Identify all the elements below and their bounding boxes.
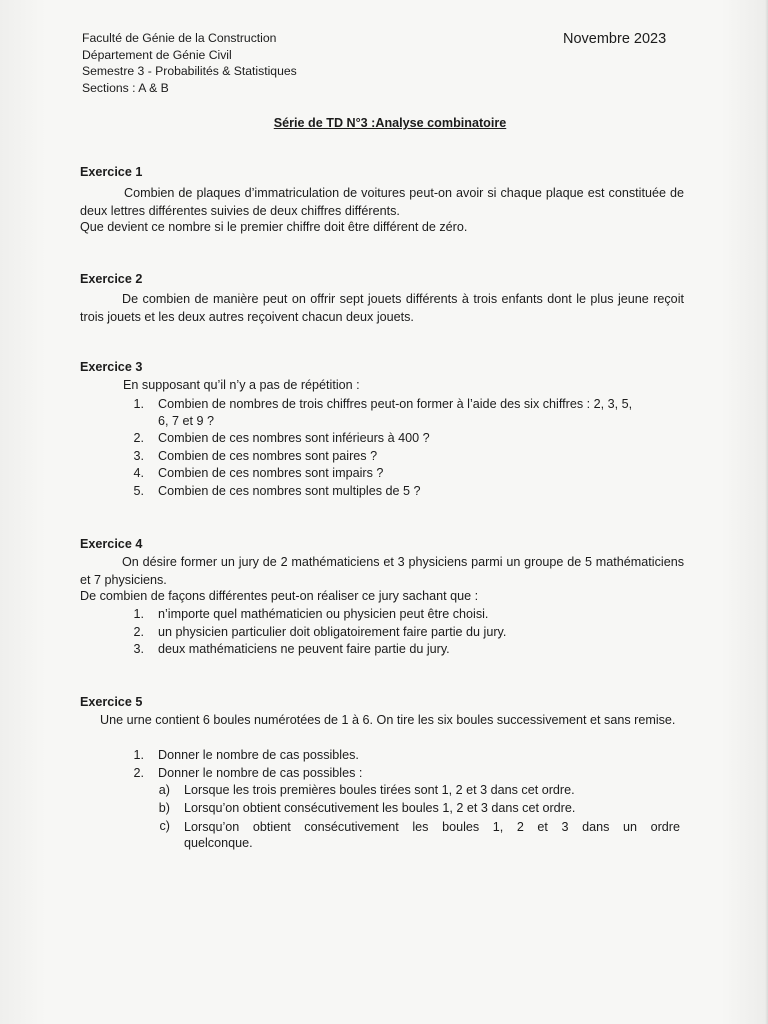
list-number: 3. (133, 642, 144, 656)
exercise-4-title: Exercice 4 (80, 537, 143, 551)
list-number: 2. (133, 766, 144, 780)
exercise-5-statement: Une urne contient 6 boules numérotées de 1 à 6. On tire les six boules successivement et sans remise. (100, 713, 676, 727)
list-item: Combien de ces nombres sont impairs ? (158, 466, 384, 480)
department-name: Département de Génie Civil (82, 47, 232, 62)
sublist-letter: c) (159, 819, 170, 833)
list-item: Combien de ces nombres sont inférieurs à 400 ? (158, 431, 430, 445)
list-item-continuation: 6, 7 et 9 ? (158, 414, 215, 428)
list-number: 1. (133, 748, 144, 762)
exercise-2-title: Exercice 2 (80, 272, 143, 286)
faculty-name: Faculté de Génie de la Construction (82, 31, 277, 45)
list-number: 3. (133, 449, 144, 463)
list-number: 5. (133, 484, 144, 498)
exercise-4-statement: On désire former un jury de 2 mathématiciens et 3 physiciens parmi un groupe de 5 mathématiciens et 7 physiciens. (80, 555, 684, 587)
sublist-letter: b) (158, 801, 170, 815)
list-number: 1. (133, 397, 144, 411)
list-number: 4. (133, 466, 144, 480)
list-number: 2. (133, 625, 144, 639)
sections: Sections : A & B (82, 80, 169, 95)
sublist-item: Lorsqu’on obtient consécutivement les boules 1, 2 et 3 dans cet ordre. (184, 801, 576, 815)
sublist-item: Lorsqu’on obtient consécutivement les boules 1, 2 et 3 dans un ordre (184, 820, 680, 834)
document-title: Série de TD N°3 :Analyse combinatoire (273, 116, 507, 130)
list-item: Donner le nombre de cas possibles : (158, 766, 363, 780)
list-item: Combien de nombres de trois chiffres peut-on former à l’aide des six chiffres : 2, 3, 5, (158, 397, 633, 411)
sublist-item: Lorsque les trois premières boules tirées sont 1, 2 et 3 dans cet ordre. (184, 783, 575, 797)
exercise-3-intro: En supposant qu’il n’y a pas de répétition : (123, 378, 360, 392)
list-item: n’importe quel mathématicien ou physicien peut être choisi. (158, 607, 489, 621)
exercise-1-statement: Combien de plaques d’immatriculation de voitures peut-on avoir si chaque plaque est constituée de deux lettres différentes suivies de deux chiffres différents. (80, 186, 684, 218)
list-number: 1. (133, 607, 144, 621)
exercise-4-question: De combien de façons différentes peut-on réaliser ce jury sachant que : (80, 589, 479, 603)
list-item: deux mathématiciens ne peuvent faire partie du jury. (158, 642, 450, 656)
exercise-1-title: Exercice 1 (80, 165, 143, 179)
sublist-item-continuation: quelconque. (184, 836, 253, 850)
sublist-letter: a) (158, 783, 170, 797)
list-number: 2. (133, 431, 144, 445)
exercise-2-statement: De combien de manière peut on offrir sept jouets différents à trois enfants dont le plus jeune reçoit trois jouets et les deux autres reçoivent chacun deux jouets. (80, 292, 684, 324)
exercise-3-title: Exercice 3 (80, 360, 143, 374)
document-date: Novembre 2023 (563, 31, 667, 47)
exercise-5-title: Exercice 5 (80, 695, 143, 709)
list-item: Combien de ces nombres sont multiples de 5 ? (158, 484, 421, 498)
list-item: Combien de ces nombres sont paires ? (158, 449, 378, 463)
semester-course: Semestre 3 - Probabilités & Statistiques (82, 64, 297, 78)
list-item: Donner le nombre de cas possibles. (158, 748, 359, 762)
institution-header (82, 30, 297, 96)
list-item: un physicien particulier doit obligatoirement faire partie du jury. (158, 625, 507, 639)
exercise-1-question: Que devient ce nombre si le premier chiffre doit être différent de zéro. (80, 220, 468, 234)
